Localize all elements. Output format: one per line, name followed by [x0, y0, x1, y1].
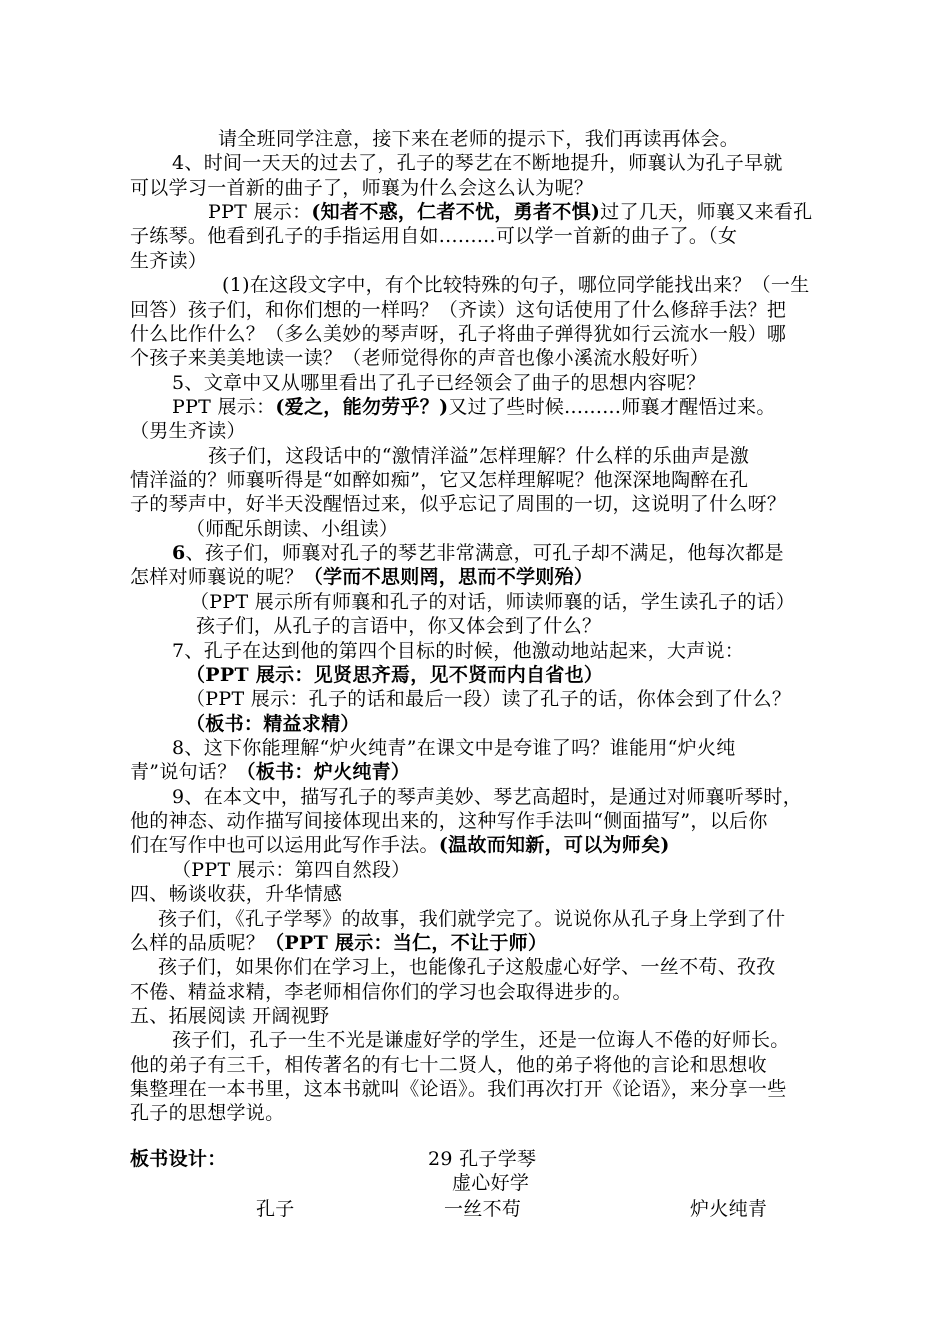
text-line: [172, 150, 950, 176]
text-segment: 孩子们，从孔子的言语中，你又体会到了什么？: [196, 615, 602, 637]
text-line: [130, 321, 950, 347]
board-left-text: 孔子: [256, 1198, 295, 1220]
text-line: [196, 613, 950, 639]
text-segment: 怎样对师襄说的呢？: [130, 566, 304, 588]
text-segment: 青”说句话？: [130, 761, 237, 783]
text-line: [190, 589, 950, 615]
text-line: [130, 297, 950, 323]
bold-segment: (爱之，能勿劳乎？): [275, 396, 449, 418]
board-bottom-row: [0, 1196, 950, 1222]
text-line: [172, 784, 950, 810]
text-segment: 五、拓展阅读 开阔视野: [130, 1005, 330, 1027]
text-line: [186, 711, 950, 737]
text-line: [130, 1052, 950, 1078]
text-line: [130, 491, 950, 517]
bold-segment: （学而不思则罔，思而不学则殆）: [303, 566, 594, 588]
text-line: [172, 735, 950, 761]
text-segment: 孔子的思想学说。: [130, 1102, 285, 1124]
bold-segment: (知者不惑，仁者不忧，勇者不惧): [311, 201, 601, 223]
text-segment: 生齐读）: [130, 250, 208, 272]
text-line: [130, 418, 950, 444]
board-design-row: [0, 1146, 950, 1172]
text-segment: 他的弟子有三千，相传著名的有七十二贤人，他的弟子将他的言论和思想收: [130, 1054, 767, 1076]
text-line: [130, 223, 950, 249]
text-line: [158, 906, 950, 932]
text-line: [172, 857, 950, 883]
text-segment: 孩子们，《孔子学琴》的故事，我们就学完了。说说你从孔子身上学到了什: [158, 908, 786, 930]
text-segment: 孩子们，孔子一生不光是谦虚好学的学生，还是一位诲人不倦的好师长。: [172, 1029, 790, 1051]
board-center-row: [0, 1170, 950, 1196]
bold-segment: （板书：炉火纯青）: [236, 761, 411, 783]
text-segment: 可以学习一首新的曲子了，师襄为什么会这么认为呢？: [130, 177, 594, 199]
text-line: [186, 516, 950, 542]
text-line: [130, 832, 950, 858]
board-design-label: 板书设计：: [130, 1148, 227, 1170]
text-segment: PPT 展示：: [208, 201, 312, 223]
text-line: [172, 540, 950, 566]
text-line: [172, 638, 950, 664]
text-line: [130, 1003, 950, 1029]
text-segment: 5、文章中又从哪里看出了孔子已经领会了曲子的思想内容呢？: [172, 372, 706, 394]
text-line: [186, 686, 950, 712]
text-segment: 4、时间一天天的过去了，孔子的琴艺在不断地提升，师襄认为孔子早就: [172, 152, 783, 174]
text-line: [222, 272, 950, 298]
text-segment: 回答）孩子们，和你们想的一样吗？（齐读）这句话使用了什么修辞手法？把: [130, 299, 787, 321]
board-middle-text: 一丝不苟: [444, 1198, 522, 1220]
text-line: [130, 808, 950, 834]
bold-segment: （板书：精益求精）: [186, 713, 360, 735]
text-segment: 孩子们，这段话中的“激情洋溢”怎样理解？什么样的乐曲声是激: [208, 445, 750, 467]
text-segment: （PPT 展示：第四自然段）: [172, 859, 411, 881]
text-line: [208, 443, 950, 469]
text-line: [172, 370, 950, 396]
text-segment: 请全班同学注意，接下来在老师的提示下，我们再读再体会。: [218, 128, 740, 150]
text-segment: 情洋溢的？师襄听得是“如醉如痴”，它又怎样理解呢？他深深地陶醉在孔: [130, 469, 749, 491]
bold-segment: (温故而知新，可以为师矣): [438, 834, 670, 856]
text-segment: 、孩子们，师襄对孔子的琴艺非常满意，可孔子却不满足，他每次都是: [185, 542, 784, 564]
text-segment: 集整理在一本书里，这本书就叫《论语》。我们再次打开《论语》，来分享一些: [130, 1078, 787, 1100]
text-segment: （PPT 展示所有师襄和孔子的对话，师读师襄的话，学生读孔子的话）: [190, 591, 796, 613]
text-segment: 过了几天，师襄又来看孔: [600, 201, 813, 223]
text-segment: （师配乐朗读、小组读）: [186, 518, 399, 540]
text-line: [158, 954, 950, 980]
text-segment: 们在写作中也可以运用此写作手法。: [130, 834, 439, 856]
text-segment: 不倦、精益求精，李老师相信你们的学习也会取得进步的。: [130, 981, 632, 1003]
text-segment: 8、这下你能理解“炉火纯青”在课文中是夸谁了吗？谁能用“炉火纯: [172, 737, 736, 759]
text-line: [130, 1076, 950, 1102]
text-segment: 个孩子来美美地读一读？（老师觉得你的声音也像小溪流水般好听）: [130, 347, 710, 369]
text-line: [130, 930, 950, 956]
text-segment: 7、孔子在达到他的第四个目标的时候，他激动地站起来，大声说：: [172, 640, 745, 662]
text-segment: 又过了些时候.........师襄才醒悟过来。: [448, 396, 776, 418]
text-line: [130, 759, 950, 785]
text-segment: 子的琴声中，好半天没醒悟过来，似乎忘记了周围的一切，这说明了什么呀？: [130, 493, 787, 515]
text-line: [130, 979, 950, 1005]
text-segment: (1)在这段文字中，有个比较特殊的句子，哪位同学能找出来？（一生: [222, 274, 810, 296]
text-line: [218, 126, 950, 152]
text-segment: 四、畅谈收获，升华情感: [130, 883, 343, 905]
board-right-text: 炉火纯青: [690, 1198, 768, 1220]
text-segment: 他的神态、动作描写间接体现出来的，这种写作手法叫“侧面描写”，以后你: [130, 810, 768, 832]
text-segment: PPT 展示：: [172, 396, 276, 418]
text-segment: 9、在本文中，描写孔子的琴声美妙、琴艺高超时，是通过对师襄听琴时，: [172, 786, 802, 808]
text-line: [172, 1027, 950, 1053]
text-segment: （PPT 展示：孔子的话和最后一段）读了孔子的话，你体会到了什么？: [186, 688, 792, 710]
text-line: [130, 881, 950, 907]
text-line: [130, 564, 950, 590]
text-line: [130, 467, 950, 493]
text-line: [130, 175, 950, 201]
text-segment: 子练琴。他看到孔子的手指运用自如.........可以学一首新的曲子了。（女: [130, 225, 738, 247]
text-line: [208, 199, 950, 225]
text-segment: 么样的品质呢？: [130, 932, 266, 954]
text-line: [186, 662, 950, 688]
board-title: 29 孔子学琴: [428, 1148, 537, 1170]
bold-segment: （PPT 展示：当仁，不让于师）: [265, 932, 548, 954]
text-segment: 什么比作什么？（多么美妙的琴声呀，孔子将曲子弹得犹如行云流水一般）哪: [130, 323, 787, 345]
text-segment: 孩子们，如果你们在学习上，也能像孔子这般虚心好学、一丝不苟、孜孜: [158, 956, 776, 978]
text-line: [130, 345, 950, 371]
bold-segment: （PPT 展示：见贤思齐焉，见不贤而内自省也）: [186, 664, 604, 686]
board-center-text: 虚心好学: [452, 1172, 530, 1194]
text-line: [130, 248, 950, 274]
text-line: [172, 394, 950, 420]
bold-segment: 6: [172, 542, 186, 564]
text-line: [130, 1100, 950, 1126]
text-segment: （男生齐读）: [130, 420, 246, 442]
